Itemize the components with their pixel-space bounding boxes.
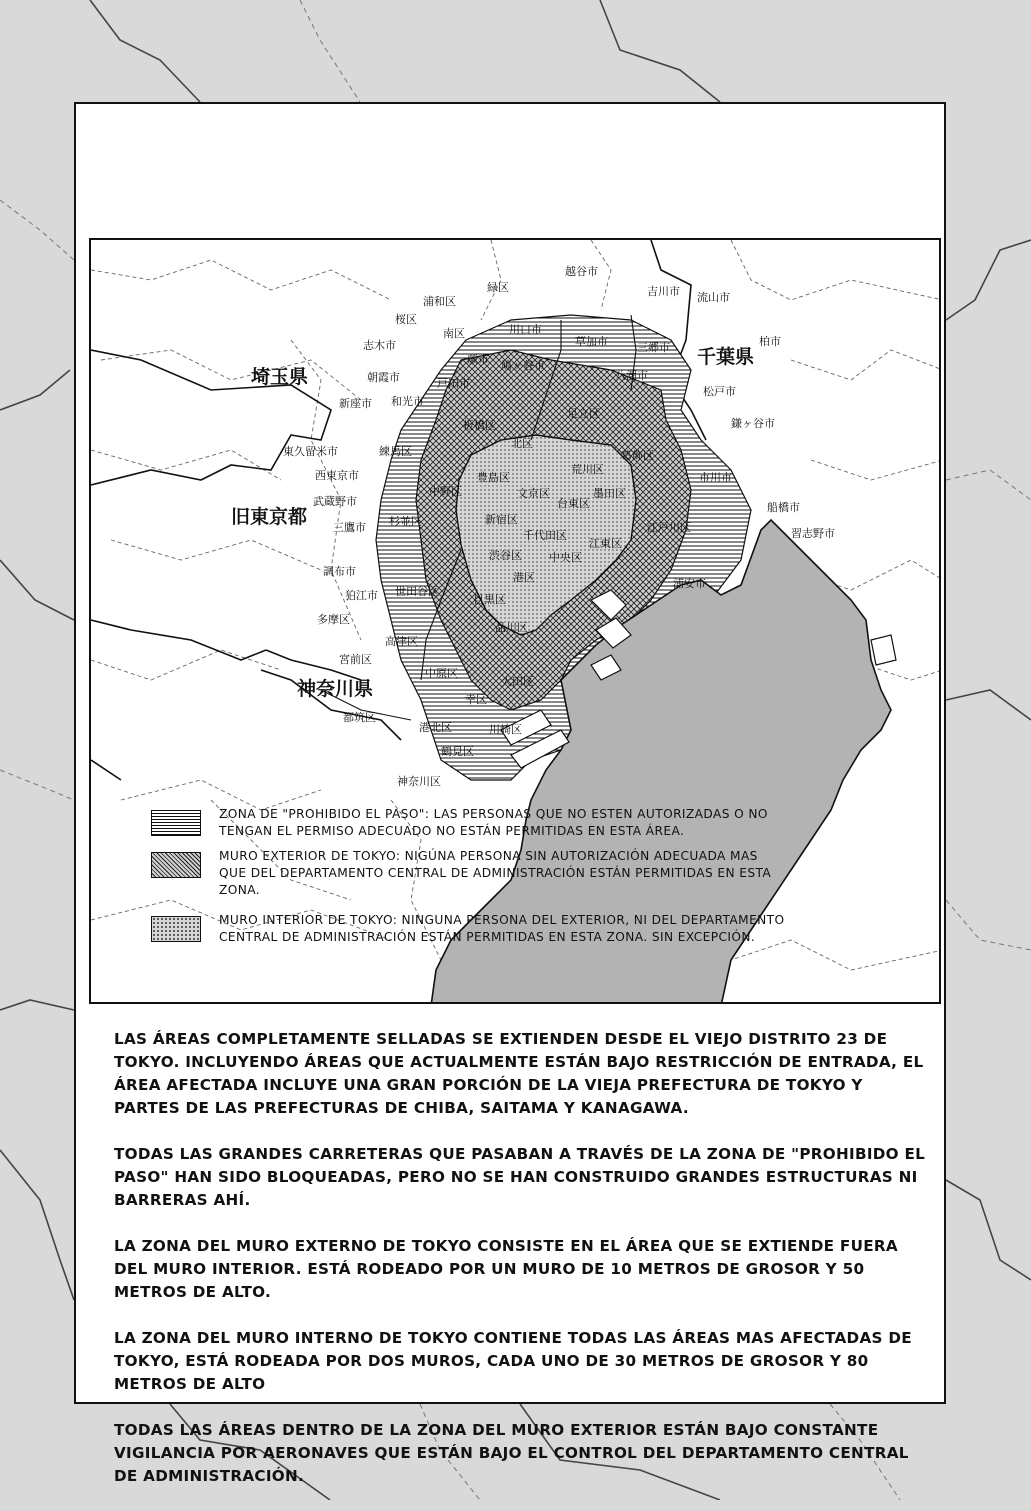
place-label: 柏市	[759, 335, 781, 348]
prefecture-label: 神奈川県	[297, 678, 374, 700]
legend-item-inner-wall: MURO INTERIOR DE TOKYO: NINGUNA PERSONA DEL EXTERIOR, NI DEL DEPARTAMENTO CENTRAL DE ADMINISTRACIÓN ESTÁN PERMITIDAS EN ESTA ZONA. SIN EXCEPCIÓN.	[219, 913, 785, 944]
place-label: 江東区	[589, 537, 622, 550]
place-label: 緑区	[487, 281, 509, 294]
place-label: 東久留米市	[283, 445, 338, 458]
place-label: 松戸市	[703, 385, 736, 398]
place-label: 鶴見区	[441, 745, 474, 758]
place-label: 神奈川区	[397, 775, 441, 788]
place-label: 桜区	[395, 313, 417, 326]
legend-swatch-horizontal-lines	[151, 810, 201, 836]
place-label: 船橋市	[767, 501, 800, 514]
place-label: 草加市	[575, 335, 608, 348]
legend-item-prohibited: ZONA DE "PROHIBIDO EL PASO": LAS PERSONAS QUE NO ESTEN AUTORIZADAS O NO TENGAN EL PERMISO ADECUADO NO ESTÁN PERMITIDAS EN ESTA ÁREA.	[219, 807, 768, 838]
place-label: 武蔵野市	[313, 495, 357, 508]
place-label: 葛飾区	[621, 449, 654, 462]
paragraph: TODAS LAS ÁREAS DENTRO DE LA ZONA DEL MURO EXTERIOR ESTÁN BAJO CONSTANTE VIGILANCIA POR AERONAVES QUE ESTÁN BAJO EL CONTROL DEL DEPARTAMENTO CENTRAL DE ADMINISTRACIÓN.	[114, 1421, 909, 1485]
place-label: 宮前区	[339, 653, 372, 666]
place-label: 幸区	[465, 693, 487, 706]
place-label: 西東京市	[315, 469, 359, 482]
map	[89, 238, 941, 1004]
paragraph: LAS ÁREAS COMPLETAMENTE SELLADAS SE EXTIENDEN DESDE EL VIEJO DISTRITO 23 DE TOKYO. INCLUYENDO ÁREAS QUE ACTUALMENTE ESTÁN BAJO RESTRICCIÓN DE ENTRADA, EL ÁREA AFECTADA INCLUYE UNA GRAN PORCIÓN DE LA VIEJA PREFECTURA DE TOKYO Y PARTES DE LAS PREFECTURAS DE CHIBA, SAITAMA Y KANAGAWA.	[114, 1030, 924, 1117]
place-label: 足立区	[567, 407, 600, 420]
place-label: 港区	[513, 571, 535, 584]
place-label: 渋谷区	[489, 549, 522, 562]
place-label: 南区	[443, 327, 465, 340]
place-label: 志木市	[363, 339, 396, 352]
place-label: 都筑区	[343, 711, 376, 724]
body-text	[114, 1028, 934, 1511]
place-label: 狛江市	[345, 589, 378, 602]
prefecture-label: 旧東京都	[231, 506, 308, 528]
paragraph: LA ZONA DEL MURO EXTERNO DE TOKYO CONSISTE EN EL ÁREA QUE SE EXTIENDE FUERA DEL MURO INTERIOR. ESTÁ RODEADO POR UN MURO DE 10 METROS DE GROSOR Y 50 METROS DE ALTO.	[114, 1237, 898, 1301]
legend-swatch-crosshatch	[151, 852, 201, 878]
place-label: 目黒区	[473, 593, 506, 606]
paragraph: LA ZONA DEL MURO INTERNO DE TOKYO CONTIENE TODAS LAS ÁREAS MAS AFECTADAS DE TOKYO, ESTÁ RODEADA POR DOS MUROS, CADA UNO DE 30 METROS DE GROSOR Y 80 METROS DE ALTO	[114, 1329, 912, 1393]
place-label: 川口市	[509, 323, 542, 336]
place-label: 鳩ヶ谷市	[501, 359, 545, 372]
place-label: 市川市	[699, 471, 732, 484]
place-label: 中央区	[549, 551, 582, 564]
place-label: 大田区	[501, 675, 534, 688]
place-label: 三郷市	[637, 341, 670, 354]
place-label: 板橋区	[463, 419, 496, 432]
place-label: 吉川市	[647, 285, 680, 298]
prefecture-label: 千葉県	[697, 346, 755, 368]
place-label: 荒川区	[571, 463, 604, 476]
place-label: 練馬区	[379, 445, 412, 458]
place-label: 北区	[511, 437, 533, 450]
place-label: 世田谷区	[395, 585, 439, 598]
place-label: 中原区	[425, 667, 458, 680]
place-label: 港北区	[419, 721, 452, 734]
place-label: 江戸川区	[647, 521, 691, 534]
place-label: 台東区	[557, 497, 590, 510]
place-label: 新宿区	[485, 513, 518, 526]
place-label: 多摩区	[317, 613, 350, 626]
place-label: 三鷹市	[333, 521, 366, 534]
place-label: 調布市	[323, 565, 356, 578]
place-label: 川崎区	[489, 723, 522, 736]
place-label: 文京区	[517, 487, 550, 500]
legend-swatch-dots	[151, 916, 201, 942]
place-label: 杉並区	[389, 515, 422, 528]
place-label: 豊島区	[477, 471, 510, 484]
paragraph: TODAS LAS GRANDES CARRETERAS QUE PASABAN A TRAVÉS DE LA ZONA DE "PROHIBIDO EL PASO" HAN SIDO BLOQUEADAS, PERO NO SE HAN CONSTRUIDO GRANDES ESTRUCTURAS NI BARRERAS AHÍ.	[114, 1145, 926, 1209]
place-label: 品川区	[495, 621, 528, 634]
place-label: 高津区	[385, 635, 418, 648]
place-label: 朝霞市	[367, 371, 400, 384]
place-label: 浦安市	[673, 577, 706, 590]
place-label: 墨田区	[593, 487, 626, 500]
place-label: 浦和区	[423, 295, 456, 308]
place-label: 戸田市	[437, 377, 470, 390]
legend-item-outer-wall: MURO EXTERIOR DE TOKYO: NIGÚNA PERSONA SIN AUTORIZACIÓN ADECUADA MAS QUE DEL DEPARTAMENTO CENTRAL DE ADMINISTRACIÓN ESTÁN PERMITIDAS EN ESTA ZONA.	[219, 849, 772, 897]
place-label: 新座市	[339, 397, 372, 410]
place-label: 和光市	[391, 395, 424, 408]
place-label: 八潮市	[615, 369, 648, 382]
place-label: 千代田区	[523, 529, 567, 542]
place-label: 習志野市	[791, 527, 835, 540]
place-label: 鎌ヶ谷市	[731, 417, 775, 430]
place-label: 流山市	[697, 291, 730, 304]
place-label: 蕨市	[467, 353, 489, 366]
place-label: 越谷市	[565, 265, 598, 278]
prefecture-label: 埼玉県	[251, 366, 309, 388]
place-label: 中野区	[429, 485, 462, 498]
